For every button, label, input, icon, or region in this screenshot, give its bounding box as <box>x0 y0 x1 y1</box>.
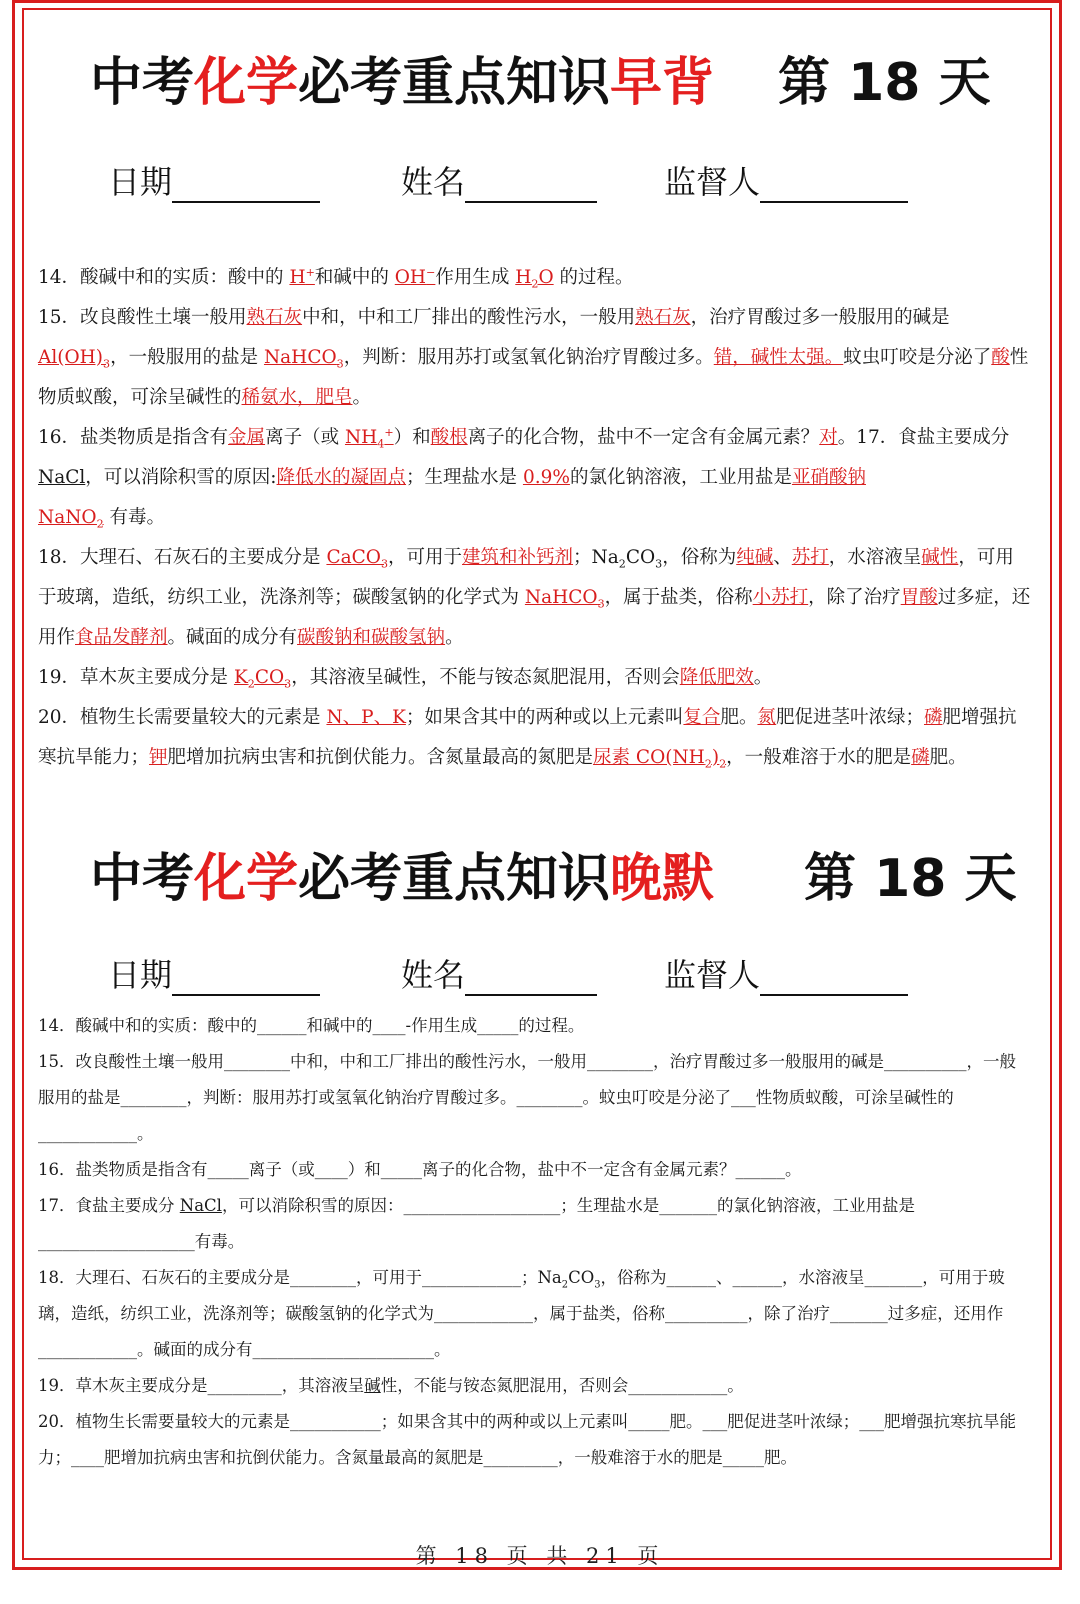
page-footer: 第 18 页 共 21 页 <box>415 1544 665 1568</box>
evening-item-14: 14．酸碱中和的实质：酸中的______和碱中的____-作用生成_____的过程。 <box>38 1016 585 1035</box>
morning-item-16-17: 16．盐类物质是指含有金属离子（或 $NH_4^+$）和酸根离子的化合物，盐中不一定含有金属元素？对。17．食盐主要成分 NaCl，可以消除积雪的原因:降低水的凝固点；生理盐水是 0.9%的氯化钠溶液，工业用盐是亚硝酸钠 NaNO$_2$ 有毒。 <box>38 425 1010 531</box>
morning-title: 中考化学必考重点知识早背 <box>90 53 715 113</box>
morning-item-19: 19．草木灰主要成分是 $K_2CO_3$，其溶液呈碱性，不能与铵态氮肥混用，否则会降低肥效。 <box>38 667 773 691</box>
name-field[interactable]: 姓名 <box>401 950 597 996</box>
morning-item-18: 18．大理石、石灰石的主要成分是 CaCO$_3$，可用于建筑和补钙剂；$Na_2CO_3$，俗称为纯碱、苏打，水溶液呈碱性，可用于玻璃，造纸，纺织工业，洗涤剂等；碳酸氢钠的化学式为 NaHCO$_3$，属于盐类，俗称小苏打，除了治疗胃酸过多症，还用作食品发酵剂。碱面的成分有碳酸钠和碳酸氢钠。 <box>38 547 1031 648</box>
morning-item-14: 14．酸碱中和的实质：酸中的 H+和碱中的 OH−作用生成 $H_2O$ 的过程。 <box>38 265 634 291</box>
morning-content <box>38 258 1032 778</box>
evening-title: 中考化学必考重点知识晚默 <box>90 849 715 909</box>
date-field[interactable]: 日期 <box>108 950 320 996</box>
supervisor-field[interactable]: 监督人 <box>664 157 908 203</box>
evening-item-20: 20．植物生长需要量较大的元素是___________；如果含其中的两种或以上元素叫_____肥。___肥促进茎叶浓绿；___肥增强抗寒抗旱能力；____肥增加抗病虫害和抗倒伏能力。含氮量最高的氮肥是_________，一般难溶于水的肥是_____肥。 <box>38 1412 1016 1467</box>
name-field[interactable]: 姓名 <box>401 157 597 203</box>
supervisor-field[interactable]: 监督人 <box>664 950 908 996</box>
morning-item-20: 20．植物生长需要量较大的元素是 N、P、K；如果含其中的两种或以上元素叫复合肥。氮肥促进茎叶浓绿；磷肥增强抗寒抗旱能力；钾肥增加抗病虫害和抗倒伏能力。含氮量最高的氮肥是尿素 $CO(NH_2)_2$，一般难溶于水的肥是磷肥。 <box>38 707 1017 771</box>
evening-fields <box>108 950 928 1000</box>
morning-item-15: 15．改良酸性土壤一般用熟石灰中和，中和工厂排出的酸性污水，一般用熟石灰，治疗胃酸过多一般服用的碱是 $Al(OH)_3$，一般服用的盐是 NaHCO$_3$，判断：服用苏打或氢氧化钠治疗胃酸过多。错，碱性太强。蚊虫叮咬是分泌了酸性物质蚁酸，可涂呈碱性的稀氨水，肥皂。 <box>38 307 1029 408</box>
evening-content <box>38 1008 1032 1476</box>
date-field[interactable]: 日期 <box>108 157 320 203</box>
evening-item-18: 18．大理石、石灰石的主要成分是________，可用于____________；$Na_2CO_3$，俗称为______、______，水溶液呈_______，可用于玻璃，造纸，纺织工业，洗涤剂等；碳酸氢钠的化学式为____________，属于盐类，俗称__________，除了治疗_______过多症，还用作____________。碱面的成分有______________________。 <box>38 1268 1005 1359</box>
evening-item-16: 16．盐类物质是指含有_____离子（或____）和_____离子的化合物，盐中不一定含有金属元素？______。 <box>38 1160 802 1179</box>
morning-fields <box>108 157 928 207</box>
evening-item-15: 15．改良酸性土壤一般用________中和，中和工厂排出的酸性污水，一般用________，治疗胃酸过多一般服用的碱是__________，一般服用的盐是________，判断：服用苏打或氢氧化钠治疗胃酸过多。________。蚊虫叮咬是分泌了___性物质蚁酸，可涂呈碱性的____________。 <box>38 1052 1016 1143</box>
morning-day-label: 第 18 天 <box>778 53 991 113</box>
evening-item-17: 17．食盐主要成分 NaCl，可以消除积雪的原因：___________________；生理盐水是_______的氯化钠溶液，工业用盐是___________________有毒。 <box>38 1196 915 1251</box>
evening-item-19: 19．草木灰主要成分是_________，其溶液呈碱性，不能与铵态氮肥混用，否则会____________。 <box>38 1376 744 1395</box>
evening-day-label: 第 18 天 <box>804 849 1017 909</box>
